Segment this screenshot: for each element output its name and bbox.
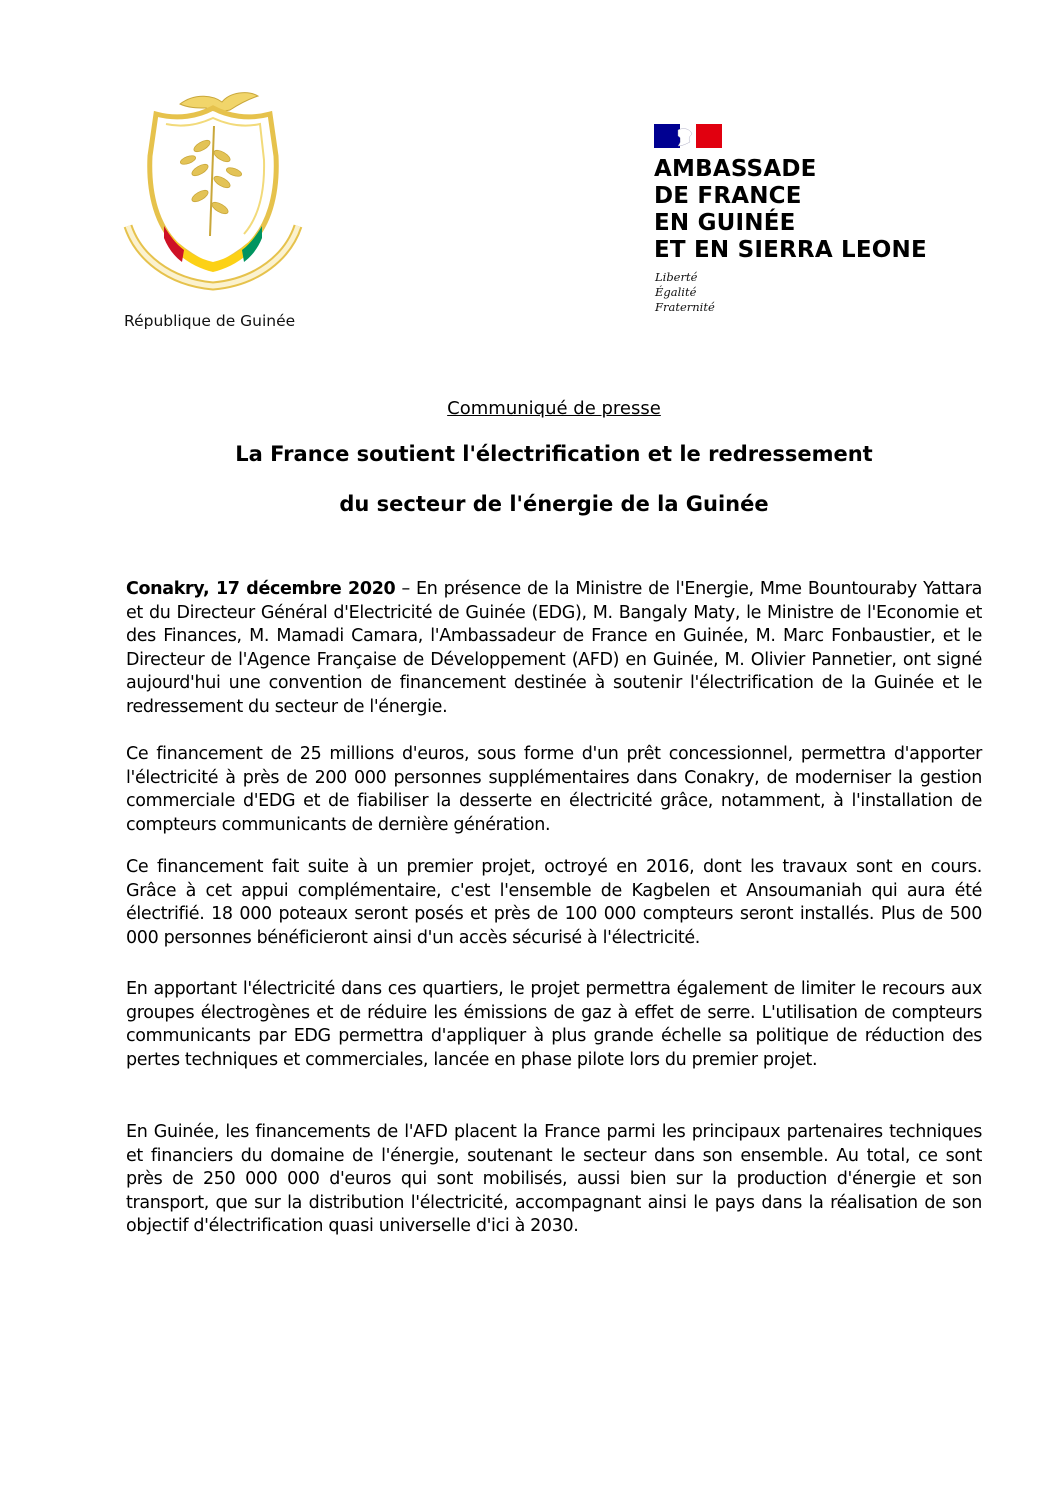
paragraph-5-text: En Guinée, les financements de l'AFD placent la France parmi les principaux partenaires techniques et financiers du domaine de l'énergie, soutenant le secteur dans son ensemble. Au total, ce sont près de 250 000 000 d'euros qui sont mobilisés, aussi bien sur la production d'énergie et son transport, que sur la distribution l'électricité, accompagnant ainsi le pays dans la réalisation de son objectif d'électrification quasi universelle d'ici à 2030. — [126, 1122, 982, 1236]
embassy-line: EN GUINÉE — [654, 210, 796, 236]
embassy-name — [654, 156, 927, 264]
paragraph-4 — [126, 978, 982, 1072]
headline-line-2: du secteur de l'énergie de la Guinée — [339, 492, 769, 516]
dateline: Conakry, 17 décembre 2020 — [126, 579, 396, 599]
republic-caption: République de Guinée — [124, 312, 296, 330]
embassy-line: AMBASSADE — [654, 156, 817, 182]
paragraph-4-text: En apportant l'électricité dans ces quartiers, le projet permettra également de limiter le recours aux groupes électrogènes et de réduire les émissions de gaz à effet de serre. L'utilisation de compteurs communicants par EDG permettra d'appliquer à plus grande échelle sa politique de réduction des pertes techniques et commerciales, lancée en phase pilote lors du premier projet. — [126, 979, 982, 1070]
headline-line-1: La France soutient l'électrification et le redressement — [235, 442, 873, 466]
paragraph-2 — [126, 743, 982, 837]
motto-line: Égalité — [655, 285, 697, 299]
embassy-line: DE FRANCE — [654, 183, 802, 209]
republic-motto — [655, 270, 715, 315]
guinea-coat-of-arms-icon — [118, 86, 308, 296]
document-kicker: Communiqué de presse — [447, 398, 661, 419]
motto-line: Liberté — [655, 270, 698, 284]
paragraph-1 — [126, 578, 982, 719]
paragraph-3 — [126, 856, 982, 950]
paragraph-3-text: Ce financement fait suite à un premier projet, octroyé en 2016, dont les travaux sont en cours. Grâce à cet appui complémentaire, c'est l'ensemble de Kagbelen et Ansoumaniah qui aura été électrifié. 18 000 poteaux seront posés et près de 100 000 compteurs seront installés. Plus de 500 000 personnes bénéficieront ainsi d'un accès sécurisé à l'électricité. — [126, 857, 982, 948]
embassy-line: ET EN SIERRA LEONE — [654, 237, 927, 263]
motto-line: Fraternité — [655, 300, 715, 314]
paragraph-1-text: – En présence de la Ministre de l'Energie, Mme Bountouraby Yattara et du Directeur Général d'Electricité de Guinée (EDG), M. Bangaly Maty, le Ministre de l'Economie et des Finances, M. Mamadi Camara, l'Ambassadeur de France en Guinée, M. Marc Fonbaustier, et le Directeur de l'Agence Française de Développement (AFD) en Guinée, M. Olivier Pannetier, ont signé aujourd'hui une convention de financement destinée à soutenir l'électrification de la Guinée et le redressement du secteur de l'énergie. — [126, 579, 982, 717]
marianne-flag-icon — [654, 124, 722, 148]
paragraph-2-text: Ce financement de 25 millions d'euros, sous forme d'un prêt concessionnel, permettra d'apporter l'électricité à près de 200 000 personnes supplémentaires dans Conakry, de moderniser la gestion commerciale d'EDG et de fiabiliser la desserte en électricité grâce, notamment, à l'installation de compteurs communicants de dernière génération. — [126, 744, 982, 835]
paragraph-5 — [126, 1121, 982, 1239]
